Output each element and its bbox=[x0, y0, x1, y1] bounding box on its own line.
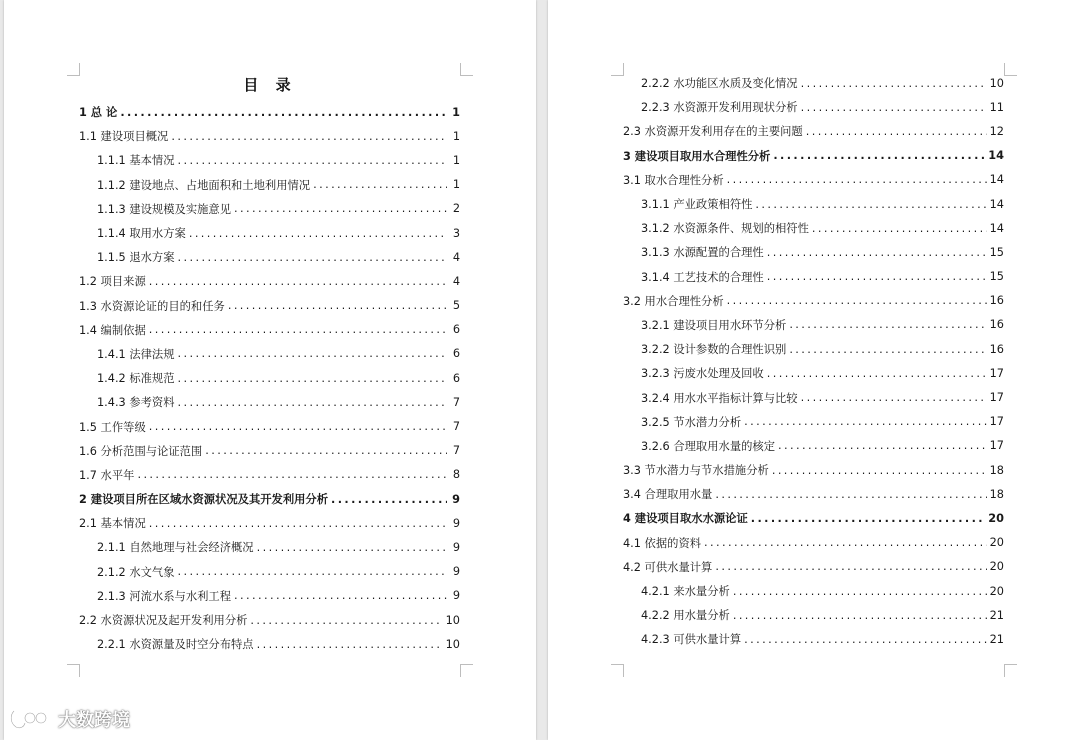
toc-leader-dots bbox=[257, 541, 447, 554]
toc-entry-page-number: 17 bbox=[989, 391, 1004, 405]
crop-mark-top-right bbox=[1004, 63, 1017, 76]
toc-entry-title: 1.1 建设项目概况 bbox=[79, 130, 169, 144]
toc-entry[interactable] bbox=[79, 221, 460, 245]
crop-mark-bottom-left bbox=[67, 664, 80, 677]
toc-entry-title: 1.3 水资源论证的目的和任务 bbox=[79, 299, 225, 313]
toc-leader-dots bbox=[178, 565, 447, 578]
toc-entry-title: 1.4 编制依据 bbox=[79, 323, 146, 337]
toc-leader-dots bbox=[234, 202, 447, 215]
toc-leader-dots bbox=[137, 468, 447, 481]
toc-entry[interactable] bbox=[623, 240, 1004, 264]
toc-entry[interactable] bbox=[623, 192, 1004, 216]
toc-entry[interactable] bbox=[79, 608, 460, 632]
toc-leader-dots bbox=[744, 415, 987, 428]
toc-entry[interactable] bbox=[623, 289, 1004, 313]
toc-entry-page-number: 1 bbox=[452, 129, 460, 143]
toc-entry[interactable] bbox=[79, 342, 460, 366]
toc-entry-title: 3.2.3 污废水处理及回收 bbox=[641, 367, 764, 381]
toc-entry-title: 4.2.2 用水量分析 bbox=[641, 609, 730, 623]
toc-entry-title: 2.1 基本情况 bbox=[79, 517, 146, 531]
toc-entry-page-number: 7 bbox=[452, 395, 460, 409]
toc-entry-page-number: 9 bbox=[452, 565, 460, 579]
toc-entry-page-number: 14 bbox=[989, 173, 1004, 187]
toc-entry[interactable] bbox=[623, 337, 1004, 361]
toc-entry-title: 1.4.1 法律法规 bbox=[97, 347, 175, 361]
toc-title: 目 录 bbox=[243, 76, 297, 94]
toc-entry-title: 3.4 合理取用水量 bbox=[623, 488, 713, 502]
toc-entry[interactable] bbox=[79, 269, 460, 293]
toc-leader-dots bbox=[178, 372, 447, 385]
toc-leader-dots bbox=[812, 222, 987, 235]
toc-entry-page-number: 4 bbox=[452, 274, 460, 288]
toc-leader-dots bbox=[801, 391, 987, 404]
toc-entry-page-number: 6 bbox=[452, 347, 460, 361]
toc-leader-dots bbox=[257, 638, 443, 651]
watermark bbox=[8, 706, 130, 732]
toc-leader-dots bbox=[149, 517, 447, 530]
toc-leader-dots bbox=[727, 173, 987, 186]
toc-leader-dots bbox=[331, 493, 447, 506]
toc-entry-title: 2.2.2 水功能区水质及变化情况 bbox=[641, 77, 798, 91]
toc-leader-dots bbox=[178, 347, 447, 360]
toc-leader-dots bbox=[313, 178, 447, 191]
toc-entry-page-number: 1 bbox=[452, 153, 460, 167]
toc-entry-page-number: 17 bbox=[989, 439, 1004, 453]
toc-entry[interactable] bbox=[79, 124, 460, 148]
toc-entry[interactable] bbox=[623, 168, 1004, 192]
toc-entry-title: 2.3 水资源开发利用存在的主要问题 bbox=[623, 125, 803, 139]
toc-entry[interactable] bbox=[79, 632, 460, 656]
toc-entry[interactable] bbox=[79, 245, 460, 269]
toc-entry[interactable] bbox=[623, 506, 1004, 530]
toc-entry-page-number: 4 bbox=[452, 250, 460, 264]
toc-entry[interactable] bbox=[79, 173, 460, 197]
toc-entry[interactable] bbox=[79, 390, 460, 414]
toc-leader-dots bbox=[171, 130, 447, 143]
toc-leader-dots bbox=[704, 536, 987, 549]
toc-entry-title: 3.3 节水潜力与节水措施分析 bbox=[623, 464, 769, 478]
toc-leader-dots bbox=[772, 464, 987, 477]
toc-entry[interactable] bbox=[623, 555, 1004, 579]
toc-entry-title: 2.2.3 水资源开发利用现状分析 bbox=[641, 101, 798, 115]
toc-leader-dots bbox=[755, 198, 986, 211]
toc-entry-page-number: 1 bbox=[452, 178, 460, 192]
toc-entry-page-number: 16 bbox=[989, 342, 1004, 356]
toc-entry-page-number: 9 bbox=[452, 516, 460, 530]
toc-entry[interactable] bbox=[623, 579, 1004, 603]
toc-entry-page-number: 20 bbox=[989, 560, 1004, 574]
toc-entry-page-number: 20 bbox=[989, 584, 1004, 598]
toc-leader-dots bbox=[806, 125, 987, 138]
toc-entry-page-number: 17 bbox=[989, 415, 1004, 429]
toc-leader-dots bbox=[751, 512, 986, 525]
toc-entry[interactable] bbox=[79, 535, 460, 559]
toc-entry[interactable] bbox=[79, 318, 460, 342]
toc-entry-page-number: 7 bbox=[452, 420, 460, 434]
toc-leader-dots bbox=[778, 439, 987, 452]
toc-entry-title: 3.1.2 水资源条件、规划的相符性 bbox=[641, 222, 809, 236]
document-page-right bbox=[548, 0, 1080, 740]
toc-leader-dots bbox=[767, 270, 987, 283]
toc-entry[interactable] bbox=[79, 584, 460, 608]
toc-entry[interactable] bbox=[79, 100, 460, 124]
toc-entry[interactable] bbox=[79, 511, 460, 535]
toc-entry-title: 3.1.1 产业政策相符性 bbox=[641, 198, 753, 212]
toc-entry-page-number: 20 bbox=[988, 511, 1004, 525]
toc-entry-title: 4.1 依据的资料 bbox=[623, 536, 702, 550]
toc-list-right bbox=[623, 71, 1004, 652]
toc-leader-dots bbox=[801, 101, 987, 114]
toc-entry[interactable] bbox=[623, 313, 1004, 337]
toc-entry-title: 3.2.2 设计参数的合理性识别 bbox=[641, 343, 787, 357]
toc-leader-dots bbox=[234, 589, 447, 602]
toc-entry-page-number: 8 bbox=[452, 468, 460, 482]
toc-leader-dots bbox=[189, 227, 447, 240]
toc-entry-page-number: 7 bbox=[452, 444, 460, 458]
document-page-left bbox=[4, 0, 536, 740]
toc-entry[interactable] bbox=[79, 463, 460, 487]
toc-entry-page-number: 9 bbox=[452, 589, 460, 603]
toc-entry-page-number: 10 bbox=[445, 613, 460, 627]
toc-leader-dots bbox=[178, 251, 447, 264]
toc-entry-title: 3.2.6 合理取用水量的核定 bbox=[641, 439, 776, 453]
toc-entry-title: 1 总 论 bbox=[79, 106, 118, 120]
crop-mark-bottom-right bbox=[1004, 664, 1017, 677]
toc-entry-page-number: 10 bbox=[989, 76, 1004, 90]
toc-entry-title: 1.2 项目来源 bbox=[79, 275, 146, 289]
toc-entry-page-number: 21 bbox=[989, 608, 1004, 622]
toc-entry-title: 3.2.5 节水潜力分析 bbox=[641, 415, 742, 429]
toc-entry-title: 1.1.3 建设规模及实施意见 bbox=[97, 202, 232, 216]
toc-entry-page-number: 20 bbox=[989, 536, 1004, 550]
toc-entry[interactable] bbox=[623, 434, 1004, 458]
toc-entry[interactable] bbox=[623, 531, 1004, 555]
toc-entry-page-number: 6 bbox=[452, 371, 460, 385]
toc-entry-page-number: 21 bbox=[989, 632, 1004, 646]
toc-entry[interactable] bbox=[623, 95, 1004, 119]
toc-entry-page-number: 16 bbox=[989, 318, 1004, 332]
toc-leader-dots bbox=[149, 420, 447, 433]
toc-entry[interactable] bbox=[623, 603, 1004, 627]
toc-leader-dots bbox=[801, 77, 987, 90]
toc-leader-dots bbox=[178, 396, 447, 409]
toc-entry-page-number: 9 bbox=[452, 540, 460, 554]
toc-entry-title: 3 建设项目取用水合理性分析 bbox=[623, 149, 771, 163]
toc-entry-title: 1.1.4 取用水方案 bbox=[97, 227, 186, 241]
toc-entry-title: 4.2.1 来水量分析 bbox=[641, 585, 730, 599]
toc-entry-title: 2.1.1 自然地理与社会经济概况 bbox=[97, 541, 254, 555]
toc-entry[interactable] bbox=[623, 71, 1004, 95]
toc-entry-title: 1.1.2 建设地点、占地面积和土地利用情况 bbox=[97, 178, 311, 192]
toc-entry-title: 3.1 取水合理性分析 bbox=[623, 173, 724, 187]
toc-entry-page-number: 10 bbox=[445, 637, 460, 651]
toc-leader-dots bbox=[744, 633, 987, 646]
toc-entry-page-number: 18 bbox=[989, 463, 1004, 477]
toc-entry-page-number: 14 bbox=[988, 149, 1004, 163]
toc-leader-dots bbox=[205, 444, 447, 457]
toc-entry-page-number: 2 bbox=[452, 202, 460, 216]
toc-entry[interactable] bbox=[623, 458, 1004, 482]
toc-entry-page-number: 3 bbox=[452, 226, 460, 240]
toc-entry-title: 2.1.2 水文气象 bbox=[97, 565, 175, 579]
toc-leader-dots bbox=[733, 585, 987, 598]
toc-leader-dots bbox=[178, 154, 447, 167]
toc-entry-title: 1.4.3 参考资料 bbox=[97, 396, 175, 410]
toc-leader-dots bbox=[250, 614, 442, 627]
toc-entry-title: 1.7 水平年 bbox=[79, 468, 135, 482]
toc-entry[interactable] bbox=[623, 627, 1004, 651]
toc-entry-title: 4.2.3 可供水量计算 bbox=[641, 633, 742, 647]
toc-leader-dots bbox=[149, 275, 447, 288]
toc-entry-page-number: 17 bbox=[989, 366, 1004, 380]
toc-entry[interactable] bbox=[79, 439, 460, 463]
toc-entry-title: 1.6 分析范围与论证范围 bbox=[79, 444, 203, 458]
toc-entry-page-number: 15 bbox=[989, 245, 1004, 259]
toc-entry[interactable] bbox=[623, 265, 1004, 289]
toc-entry-page-number: 5 bbox=[452, 299, 460, 313]
toc-entry[interactable] bbox=[623, 482, 1004, 506]
toc-entry-page-number: 11 bbox=[989, 100, 1004, 114]
toc-leader-dots bbox=[767, 246, 987, 259]
toc-entry-title: 2.2.1 水资源量及时空分布特点 bbox=[97, 638, 254, 652]
toc-entry[interactable] bbox=[623, 119, 1004, 143]
toc-leader-dots bbox=[715, 488, 986, 501]
toc-leader-dots bbox=[149, 323, 447, 336]
toc-entry-title: 1.1.1 基本情况 bbox=[97, 154, 175, 168]
toc-entry-page-number: 1 bbox=[452, 105, 460, 119]
toc-entry-title: 2.1.3 河流水系与水利工程 bbox=[97, 589, 232, 603]
toc-entry[interactable] bbox=[79, 560, 460, 584]
toc-leader-dots bbox=[727, 294, 987, 307]
toc-entry-page-number: 16 bbox=[989, 294, 1004, 308]
toc-entry[interactable] bbox=[623, 385, 1004, 409]
toc-entry-title: 1.4.2 标准规范 bbox=[97, 372, 175, 386]
toc-leader-dots bbox=[789, 318, 986, 331]
toc-entry-page-number: 15 bbox=[989, 270, 1004, 284]
toc-entry-title: 4 建设项目取水水源论证 bbox=[623, 512, 748, 526]
toc-entry-title: 1.5 工作等级 bbox=[79, 420, 146, 434]
watermark-logo-icon bbox=[8, 707, 54, 731]
toc-leader-dots bbox=[733, 609, 987, 622]
crop-mark-bottom-left bbox=[611, 664, 624, 677]
toc-entry-title: 3.2 用水合理性分析 bbox=[623, 294, 724, 308]
toc-leader-dots bbox=[120, 106, 447, 119]
toc-entry-page-number: 18 bbox=[989, 487, 1004, 501]
toc-entry-page-number: 14 bbox=[989, 197, 1004, 211]
toc-leader-dots bbox=[773, 149, 985, 162]
watermark-text: 大数跨境 bbox=[58, 710, 130, 731]
toc-entry[interactable] bbox=[79, 487, 460, 511]
toc-entry[interactable] bbox=[79, 148, 460, 172]
toc-entry[interactable] bbox=[79, 294, 460, 318]
toc-entry-page-number: 9 bbox=[452, 492, 460, 506]
toc-entry-title: 4.2 可供水量计算 bbox=[623, 560, 713, 574]
toc-entry-page-number: 14 bbox=[989, 221, 1004, 235]
toc-leader-dots bbox=[228, 299, 447, 312]
toc-entry[interactable] bbox=[623, 144, 1004, 168]
toc-entry[interactable] bbox=[623, 361, 1004, 385]
toc-leader-dots bbox=[715, 560, 986, 573]
toc-entry[interactable] bbox=[79, 414, 460, 438]
toc-entry-title: 2 建设项目所在区域水资源状况及其开发利用分析 bbox=[79, 493, 329, 507]
toc-entry[interactable] bbox=[79, 197, 460, 221]
toc-entry-title: 1.1.5 退水方案 bbox=[97, 251, 175, 265]
toc-entry-title: 3.1.3 水源配置的合理性 bbox=[641, 246, 764, 260]
toc-leader-dots bbox=[789, 343, 986, 356]
toc-entry[interactable] bbox=[79, 366, 460, 390]
crop-mark-bottom-right bbox=[460, 664, 473, 677]
toc-entry[interactable] bbox=[623, 216, 1004, 240]
toc-list-left bbox=[79, 100, 460, 656]
toc-entry-page-number: 6 bbox=[452, 323, 460, 337]
toc-entry-title: 3.1.4 工艺技术的合理性 bbox=[641, 270, 764, 284]
toc-leader-dots bbox=[767, 367, 987, 380]
toc-entry-title: 3.2.1 建设项目用水环节分析 bbox=[641, 318, 787, 332]
toc-entry[interactable] bbox=[623, 410, 1004, 434]
toc-entry-title: 2.2 水资源状况及起开发利用分析 bbox=[79, 614, 248, 628]
toc-entry-title: 3.2.4 用水水平指标计算与比较 bbox=[641, 391, 798, 405]
toc-entry-page-number: 12 bbox=[989, 124, 1004, 138]
